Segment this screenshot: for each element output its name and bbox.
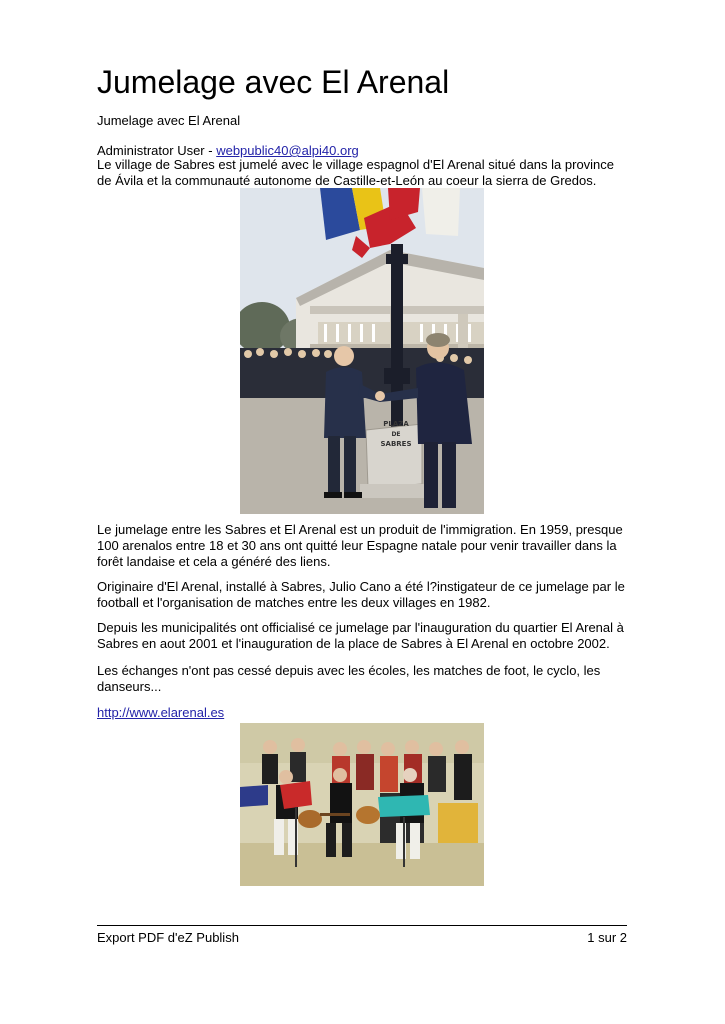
paragraph-2: [97, 579, 627, 611]
website-link-line: [97, 705, 627, 721]
paragraph-1: [97, 522, 627, 570]
author-email-link[interactable]: webpublic40@alpi40.org: [216, 143, 359, 158]
paragraph-3: [97, 620, 627, 652]
intro-paragraph: [97, 157, 627, 189]
paragraph-4: [97, 663, 627, 695]
author-prefix: Administrator User -: [97, 143, 217, 158]
footer-export-label: Export PDF d'eZ Publish: [97, 930, 239, 945]
intro-text: Le village de Sabres est jumelé avec le village espagnol d'El Arenal situé dans la province de Ávila et la communauté autonome de Castille-et-León au coeur la sierra de Gredos.: [97, 157, 615, 188]
footer-divider: [97, 925, 627, 926]
paragraph-text: Originaire d'El Arenal, installé à Sabres, Julio Cano a été l?instigateur de ce jumelage par le football et l'organisation de matches entre les deux villages en 1982.: [97, 579, 625, 610]
musicians-photo: [240, 723, 484, 886]
plaza-sign-line-1: PLAZA: [383, 420, 409, 428]
paragraph-text: Depuis les municipalités ont officialisé ce jumelage par l'inauguration du quartier El Arenal à Sabres en aout 2001 et l'inauguration de la place de Sabres à El Arenal en octobre 2002.: [97, 620, 624, 651]
paragraph-text: Le jumelage entre les Sabres et El Arenal est un produit de l'immigration. En 1959, presque 100 arenalos entre 18 et 30 ans ont quitté leur Espagne natale pour venir travailler dans la forêt landaise et cela a généré des liens.: [97, 522, 623, 569]
article-subtitle: Jumelage avec El Arenal: [97, 113, 241, 128]
plaza-sign-line-2: DE: [391, 431, 401, 438]
page-title: Jumelage avec El Arenal: [97, 64, 450, 100]
plaza-sign-line-3: SABRES: [380, 440, 412, 448]
paragraph-text: Les échanges n'ont pas cessé depuis avec les écoles, les matches de foot, le cyclo, les danseurs...: [97, 663, 601, 694]
twinning-ceremony-photo: [240, 188, 484, 514]
footer-page-number: 1 sur 2: [587, 930, 627, 945]
elarenal-website-link[interactable]: http://www.elarenal.es: [97, 705, 225, 720]
